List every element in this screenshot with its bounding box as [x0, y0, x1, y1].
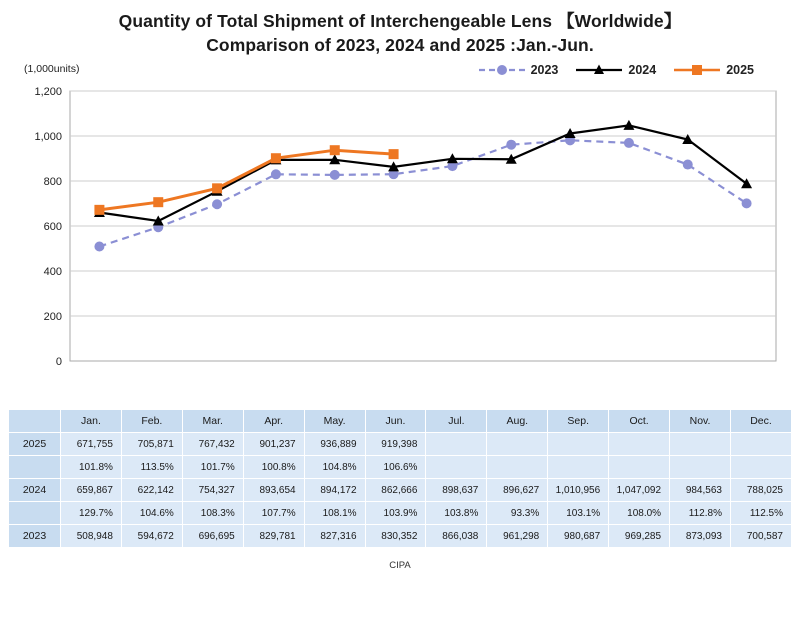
table-cell: 508,948 — [61, 525, 122, 548]
legend-label-2025: 2025 — [726, 63, 754, 77]
table-cell: 919,398 — [365, 433, 426, 456]
data-point-2025 — [330, 145, 340, 155]
chart-legend — [479, 63, 754, 77]
table-cell: 894,172 — [304, 479, 365, 502]
table-cell: 830,352 — [365, 525, 426, 548]
table-cell: 827,316 — [304, 525, 365, 548]
column-header: Mar. — [182, 410, 243, 433]
table-cell: 103.1% — [548, 502, 609, 525]
table-row — [9, 502, 792, 525]
chart-container — [18, 63, 782, 403]
table-cell — [609, 433, 670, 456]
y-tick-label: 0 — [55, 356, 62, 368]
data-point-2023 — [271, 169, 281, 179]
data-point-2025 — [94, 205, 104, 215]
table-cell: 767,432 — [182, 433, 243, 456]
table-cell: 1,010,956 — [548, 479, 609, 502]
table-cell: 754,327 — [182, 479, 243, 502]
column-header: Apr. — [243, 410, 304, 433]
table-head — [9, 410, 792, 433]
table-cell: 108.3% — [182, 502, 243, 525]
column-header: Jul. — [426, 410, 487, 433]
table-cell: 103.9% — [365, 502, 426, 525]
table-cell: 788,025 — [730, 479, 791, 502]
table-cell: 961,298 — [487, 525, 548, 548]
table-cell: 969,285 — [609, 525, 670, 548]
legend-item-2024 — [576, 63, 656, 77]
table-cell — [548, 456, 609, 479]
table-cell: 106.6% — [365, 456, 426, 479]
title-line-2: Comparison of 2023, 2024 and 2025 :Jan.-Jun. — [206, 35, 594, 55]
table-cell: 898,637 — [426, 479, 487, 502]
table-cell: 622,142 — [121, 479, 182, 502]
row-label — [9, 456, 61, 479]
table-cell: 671,755 — [61, 433, 122, 456]
table-cell: 108.0% — [609, 502, 670, 525]
table-cell: 93.3% — [487, 502, 548, 525]
legend-swatch-2024 — [576, 63, 622, 77]
table-cell: 700,587 — [730, 525, 791, 548]
table-body — [9, 433, 792, 548]
data-point-2025 — [271, 153, 281, 163]
table-cell: 112.8% — [670, 502, 731, 525]
table-cell: 101.7% — [182, 456, 243, 479]
table-cell: 107.7% — [243, 502, 304, 525]
y-tick-label: 1,000 — [34, 131, 62, 143]
row-label — [9, 502, 61, 525]
table-cell: 866,038 — [426, 525, 487, 548]
column-header: Feb. — [121, 410, 182, 433]
table-cell — [487, 456, 548, 479]
table-cell: 103.8% — [426, 502, 487, 525]
row-label: 2024 — [9, 479, 61, 502]
table-cell: 112.5% — [730, 502, 791, 525]
y-tick-label: 400 — [43, 266, 62, 278]
data-point-2023 — [742, 198, 752, 208]
legend-label-2024: 2024 — [628, 63, 657, 77]
data-point-2025 — [212, 183, 222, 193]
y-tick-label: 800 — [43, 176, 62, 188]
data-point-2023 — [624, 138, 634, 148]
table-cell: 936,889 — [304, 433, 365, 456]
table-cell — [730, 433, 791, 456]
table-cell: 829,781 — [243, 525, 304, 548]
table-cell: 104.6% — [121, 502, 182, 525]
table-cell — [609, 456, 670, 479]
table-cell: 705,871 — [121, 433, 182, 456]
table-cell — [670, 456, 731, 479]
column-header: Jan. — [61, 410, 122, 433]
table-cell: 873,093 — [670, 525, 731, 548]
table-row — [9, 433, 792, 456]
source-label: CIPA — [389, 560, 411, 571]
table-cell — [426, 433, 487, 456]
legend-item-2023 — [479, 63, 559, 77]
y-axis-unit-label: (1,000units) — [24, 63, 80, 75]
table-cell — [670, 433, 731, 456]
table-cell: 901,237 — [243, 433, 304, 456]
table-cell: 108.1% — [304, 502, 365, 525]
column-header: Nov. — [670, 410, 731, 433]
table-cell: 980,687 — [548, 525, 609, 548]
line-chart — [34, 85, 782, 385]
row-label: 2023 — [9, 525, 61, 548]
legend-label-2023: 2023 — [530, 63, 559, 77]
row-label: 2025 — [9, 433, 61, 456]
table-cell — [426, 456, 487, 479]
corner — [9, 410, 61, 433]
column-header: May. — [304, 410, 365, 433]
table-cell: 101.8% — [61, 456, 122, 479]
table-cell: 104.8% — [304, 456, 365, 479]
table-cell: 984,563 — [670, 479, 731, 502]
y-tick-label: 600 — [43, 221, 62, 233]
column-header: Jun. — [365, 410, 426, 433]
table-row — [9, 479, 792, 502]
legend-swatch-2025 — [674, 63, 720, 77]
title-line-1: Quantity of Total Shipment of Interchengeable Lens 【Worldwide】 — [118, 11, 682, 31]
table-row — [9, 456, 792, 479]
table-cell: 594,672 — [121, 525, 182, 548]
page-title — [0, 0, 800, 57]
data-point-2025 — [389, 149, 399, 159]
column-header: Sep. — [548, 410, 609, 433]
table-row — [9, 525, 792, 548]
table-cell: 100.8% — [243, 456, 304, 479]
table-cell — [487, 433, 548, 456]
data-point-2023 — [94, 241, 104, 251]
table-cell: 659,867 — [61, 479, 122, 502]
table-cell: 896,627 — [487, 479, 548, 502]
table-header-row — [9, 410, 792, 433]
chart-plot-area — [34, 85, 776, 385]
y-tick-label: 1,200 — [34, 86, 62, 98]
legend-item-2025 — [674, 63, 754, 77]
data-point-2023 — [212, 199, 222, 209]
data-table — [8, 409, 792, 548]
table-cell: 696,695 — [182, 525, 243, 548]
table-cell: 862,666 — [365, 479, 426, 502]
data-point-2023 — [330, 170, 340, 180]
y-tick-label: 200 — [43, 311, 62, 323]
data-point-2023 — [506, 140, 516, 150]
data-point-2023 — [683, 160, 693, 170]
column-header: Dec. — [730, 410, 791, 433]
table-cell: 1,047,092 — [609, 479, 670, 502]
data-point-2025 — [153, 197, 163, 207]
table-cell — [730, 456, 791, 479]
table-cell: 893,654 — [243, 479, 304, 502]
column-header: Aug. — [487, 410, 548, 433]
table-cell: 113.5% — [121, 456, 182, 479]
data-table-container — [8, 409, 792, 571]
table-cell: 129.7% — [61, 502, 122, 525]
table-cell — [548, 433, 609, 456]
column-header: Oct. — [609, 410, 670, 433]
legend-swatch-2023 — [479, 63, 525, 77]
